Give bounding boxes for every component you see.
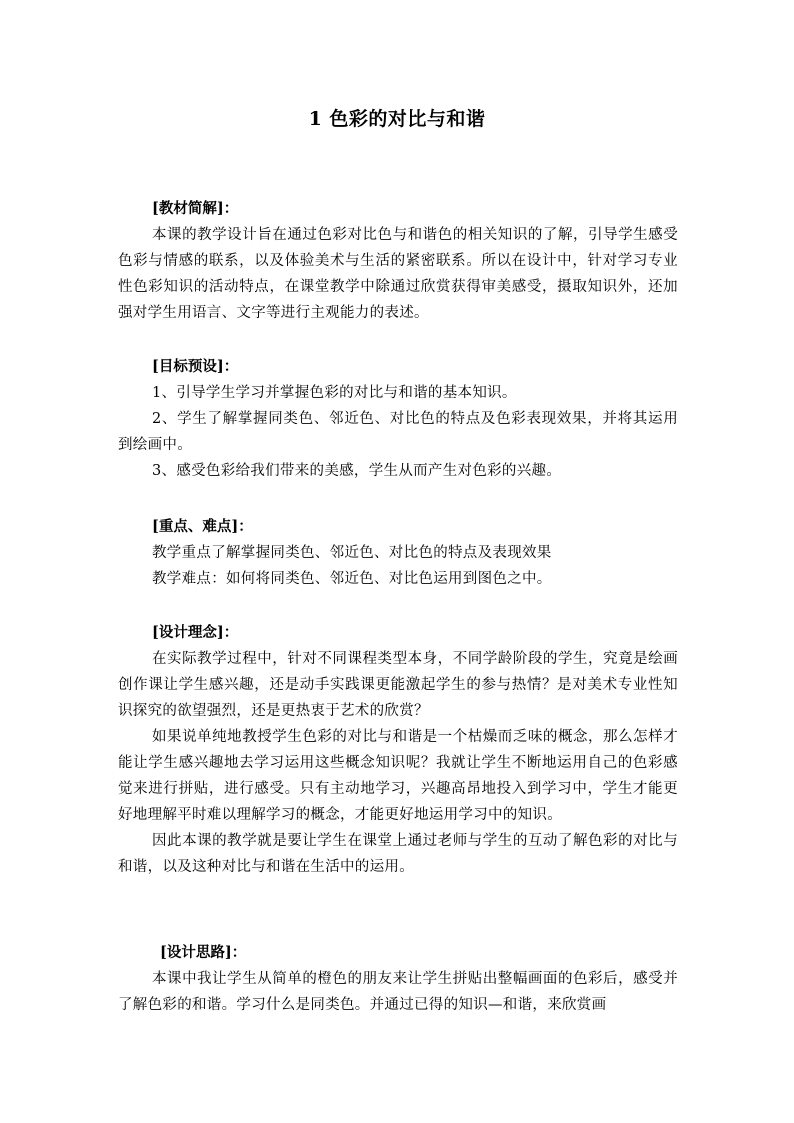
document-title: 1 色彩的对比与和谐 (308, 108, 486, 130)
section-paragraph: 教学难点：如何将同类色、邻近色、对比色运用到图色之中。 (152, 571, 552, 587)
section-paragraph: 1、引导学生学习并掌握色彩的对比与和谐的基本知识。 (152, 385, 517, 401)
section-heading: [设计理念]： (152, 624, 239, 641)
section-paragraph: 教学重点了解掌握同类色、邻近色、对比色的特点及表现效果 (152, 545, 552, 561)
section-heading: [设计思路]： (160, 944, 247, 961)
section-heading: [目标预设]： (152, 358, 239, 375)
section-paragraph: 3、感受色彩给我们带来的美感，学生从而产生对色彩的兴趣。 (152, 463, 562, 479)
section-textbook-summary (118, 196, 678, 326)
section-paragraph: 2、学生了解掌握同类色、邻近色、对比色的特点及色彩表现效果，并将其运用到绘画中。 (118, 411, 678, 453)
section-paragraph: 在实际教学过程中，针对不同课程类型本身，不同学龄阶段的学生，究竟是绘画创作课让学生感兴趣，还是动手实践课更能激起学生的参与热情？是对美术专业性知识探究的欲望强烈，还是更热衷于艺术的欣赏？ (118, 651, 678, 719)
section-objectives (118, 354, 678, 484)
section-design-concept (118, 620, 678, 880)
section-paragraph: 本课的教学设计旨在通过色彩对比色与和谐色的相关知识的了解，引导学生感受色彩与情感的联系，以及体验美术与生活的紧密联系。所以在设计中，针对学习专业性色彩知识的活动特点，在课堂教学中除通过欣赏获得审美感受，摄取知识外，还加强对学生用语言、文字等进行主观能力的表述。 (118, 227, 678, 321)
section-paragraph: 如果说单纯地教授学生色彩的对比与和谐是一个枯燥而乏味的概念，那么怎样才能让学生感兴趣地去学习运用这些概念知识呢？我就让学生不断地运用自己的色彩感觉来进行拼贴，进行感受。只有主动地学习，兴趣高昂地投入到学习中，学生才能更好地理解平时难以理解学习的概念，才能更好地运用学习中的知识。 (118, 729, 678, 823)
section-key-points (118, 514, 678, 592)
section-heading: [教材简解]： (152, 200, 239, 217)
section-heading: [重点、难点]： (152, 518, 253, 535)
section-paragraph: 本课中我让学生从简单的橙色的朋友来让学生拼贴出整幅画面的色彩后，感受并了解色彩的和谐。学习什么是同类色。并通过已得的知识—和谐，来欣赏画 (118, 971, 678, 1013)
section-design-approach (118, 940, 678, 1018)
section-paragraph: 因此本课的教学就是要让学生在课堂上通过老师与学生的互动了解色彩的对比与和谐，以及这种对比与和谐在生活中的运用。 (118, 833, 678, 875)
